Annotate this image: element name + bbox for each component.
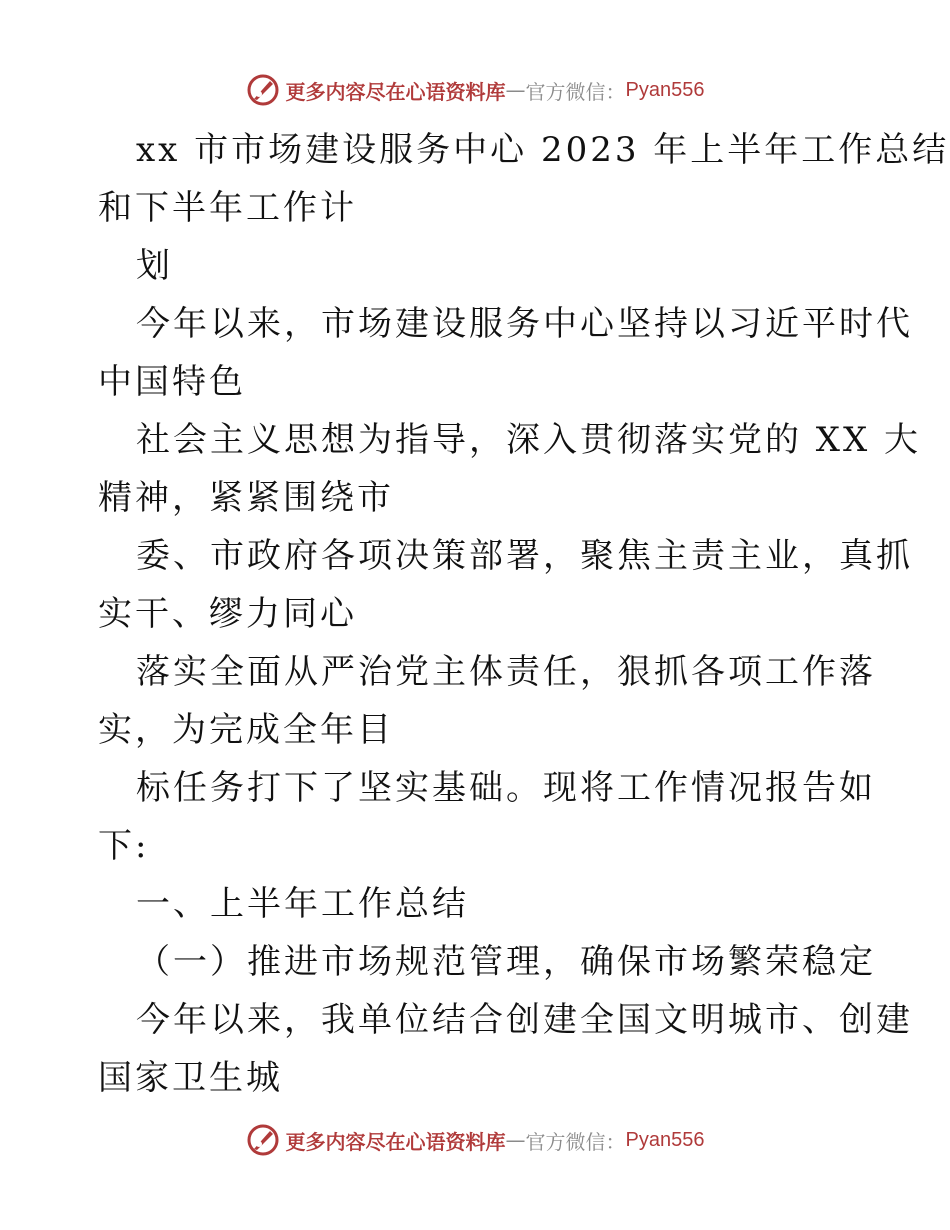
paragraph-line: 今年以来，市场建设服务中心坚持以习近平时代 [136,304,913,344]
paragraph-line: 下: [98,826,150,866]
document-title-line-1: xx 市市场建设服务中心 2023 年上半年工作总结 [136,130,950,170]
paragraph-line: 委、市政府各项决策部署，聚焦主责主业，真抓 [136,536,913,576]
watermark-suffix: 官方微信： [525,79,626,104]
paragraph-line: 实干、缪力同心 [98,594,357,634]
watermark-wechat-id: Pyan556 [625,1128,705,1151]
paragraph-line: 实，为完成全年目 [98,710,394,750]
document-title-line-2: 和下半年工作计 [98,188,357,228]
watermark-separator: — [505,1128,526,1152]
subsection-heading: （一）推进市场规范管理，确保市场繁荣稳定 [136,942,876,982]
paragraph-line: 落实全面从严治党主体责任，狠抓各项工作落 [136,652,876,692]
paragraph-line: 精神，紧紧围绕市 [98,478,394,518]
section-heading: 一、上半年工作总结 [136,884,469,924]
paragraph-line: 国家卫生城 [98,1058,283,1098]
watermark-brand: 更多内容尽在心语资料库 [285,79,506,104]
quill-logo-icon [246,73,280,107]
footer-watermark [0,1120,950,1160]
watermark-wechat-id: Pyan556 [625,78,705,101]
watermark-suffix: 官方微信： [525,1129,626,1154]
header-watermark [0,70,950,110]
watermark-separator: — [505,78,526,102]
document-title-line-3: 划 [136,246,173,286]
paragraph-line: 社会主义思想为指导，深入贯彻落实党的 XX 大 [136,420,922,460]
quill-logo-icon [246,1123,280,1157]
paragraph-line: 今年以来，我单位结合创建全国文明城市、创建 [136,1000,913,1040]
paragraph-line: 中国特色 [98,362,246,402]
paragraph-line: 标任务打下了坚实基础。现将工作情况报告如 [136,768,876,808]
watermark-brand: 更多内容尽在心语资料库 [285,1129,506,1154]
